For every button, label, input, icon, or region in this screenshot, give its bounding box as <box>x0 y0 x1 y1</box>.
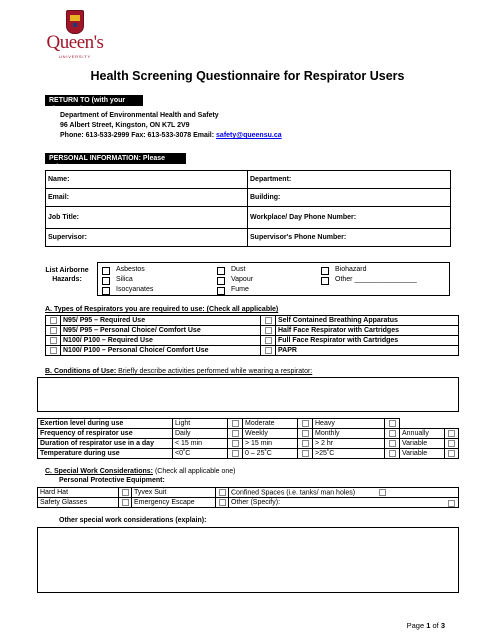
condition-checkbox[interactable] <box>298 429 313 439</box>
page-number <box>407 621 445 630</box>
checkbox-icon[interactable] <box>219 499 226 506</box>
respirator-option: N100/ P100 – Required Use <box>61 336 261 346</box>
condition-option: Variable <box>400 439 445 449</box>
condition-checkbox[interactable] <box>445 439 459 449</box>
hazard-biohazard[interactable] <box>335 266 367 273</box>
condition-option: Annually <box>400 429 445 439</box>
name-field[interactable]: Name: <box>46 171 248 189</box>
condition-checkbox[interactable] <box>385 429 400 439</box>
other-considerations-textarea[interactable] <box>37 527 459 593</box>
section-c-title: C. Special Work Considerations: <box>45 468 154 475</box>
department-field[interactable]: Department: <box>248 171 451 189</box>
checkbox-icon[interactable] <box>50 347 57 354</box>
section-b-title: B. Conditions of Use: <box>45 368 117 375</box>
checkbox-icon[interactable] <box>232 420 239 427</box>
checkbox-icon[interactable] <box>265 347 272 354</box>
condition-checkbox[interactable] <box>298 419 313 429</box>
ppe-option: Tyvex Suit <box>132 488 216 498</box>
section-c-heading <box>45 468 236 475</box>
condition-row <box>38 439 459 449</box>
ppe-checkbox[interactable] <box>119 488 132 498</box>
respirator-option: Half Face Respirator with Cartridges <box>276 326 459 336</box>
condition-option: >25˚C <box>313 449 385 459</box>
job-title-field[interactable]: Job Title: <box>46 207 248 229</box>
checkbox-icon[interactable] <box>217 277 225 285</box>
hazard-fume[interactable] <box>231 286 249 293</box>
logo-subtitle: UNIVERSITY <box>58 54 91 59</box>
condition-option: Heavy <box>313 419 385 429</box>
phone-fax-text: Phone: 613-533-2999 Fax: 613-533-3078 Email: <box>60 132 217 139</box>
other-considerations-label: Other special work considerations (explain): <box>59 517 207 524</box>
email-field[interactable]: Email: <box>46 189 248 207</box>
section-b-instructions: Briefly describe activities performed while wearing a respirator: <box>116 368 313 375</box>
respirator-checkbox[interactable] <box>46 316 61 326</box>
ppe-option <box>229 498 459 508</box>
checkbox-icon[interactable] <box>102 277 110 285</box>
checkbox-icon[interactable] <box>50 327 57 334</box>
checkbox-icon[interactable] <box>302 430 309 437</box>
checkbox-icon[interactable] <box>302 450 309 457</box>
respirator-checkbox[interactable] <box>261 346 276 356</box>
condition-label: Exertion level during use <box>38 419 173 429</box>
hazard-vapour[interactable] <box>231 276 253 283</box>
section-a-heading: A. Types of Respirators you are required to use: (Check all applicable) <box>45 306 279 313</box>
condition-checkbox[interactable] <box>445 429 459 439</box>
checkbox-icon[interactable] <box>217 267 225 275</box>
respirator-option: PAPR <box>276 346 459 356</box>
hazard-label: Isocyanates <box>116 286 154 293</box>
checkbox-icon[interactable] <box>448 430 455 437</box>
page-title: Health Screening Questionnaire for Respirator Users <box>90 69 405 83</box>
respirator-option: N95/ P95 – Personal Choice/ Comfort Use <box>61 326 261 336</box>
page-total: 3 <box>440 621 445 630</box>
ppe-option: Hard Hat <box>38 488 119 498</box>
workplace-phone-field[interactable]: Workplace/ Day Phone Number: <box>248 207 451 229</box>
checkbox-icon[interactable] <box>122 499 129 506</box>
checkbox-icon[interactable] <box>232 430 239 437</box>
ppe-heading: Personal Protective Equipment: <box>59 477 165 484</box>
checkbox-icon[interactable] <box>379 489 386 496</box>
condition-option <box>400 419 445 429</box>
respirator-option: N95/ P95 – Required Use <box>61 316 261 326</box>
condition-option: Daily <box>173 429 228 439</box>
ppe-option: Safety Glasses <box>38 498 119 508</box>
hazard-other[interactable] <box>335 276 417 283</box>
checkbox-icon[interactable] <box>321 267 329 275</box>
condition-row <box>38 449 459 459</box>
checkbox-icon[interactable] <box>448 450 455 457</box>
page-current: 1 <box>426 621 431 630</box>
condition-checkbox[interactable] <box>385 419 400 429</box>
respirator-checkbox[interactable] <box>261 316 276 326</box>
activities-textarea[interactable] <box>37 377 459 412</box>
ppe-checkbox[interactable] <box>119 498 132 508</box>
condition-label: Temperature during use <box>38 449 173 459</box>
condition-label: Duration of respirator use in a day <box>38 439 173 449</box>
hazards-box <box>97 262 450 296</box>
condition-checkbox[interactable] <box>228 439 243 449</box>
checkbox-icon[interactable] <box>389 450 396 457</box>
return-band: RETURN TO (with your signature) <box>45 95 143 106</box>
ppe-checkbox[interactable] <box>216 498 229 508</box>
checkbox-icon[interactable] <box>219 489 226 496</box>
checkbox-icon[interactable] <box>232 450 239 457</box>
respirator-checkbox[interactable] <box>46 326 61 336</box>
checkbox-icon[interactable] <box>302 440 309 447</box>
condition-row <box>38 419 459 429</box>
hazard-label: Dust <box>231 266 246 273</box>
respirator-types-table <box>45 315 459 356</box>
checkbox-icon[interactable] <box>265 327 272 334</box>
page-of: of <box>430 621 441 630</box>
condition-checkbox[interactable] <box>445 449 459 459</box>
hazard-label: Silica <box>116 276 133 283</box>
address-line1: Department of Environmental Health and Safety <box>60 112 219 119</box>
hazard-label: Vapour <box>231 276 254 283</box>
email-link[interactable]: safety@queensu.ca <box>216 132 282 139</box>
ppe-option-text: Confined Spaces (i.e. tanks/ man holes) <box>231 489 356 497</box>
checkbox-icon[interactable] <box>217 287 225 295</box>
condition-option: > 15 min <box>243 439 298 449</box>
respirator-checkbox[interactable] <box>46 346 61 356</box>
condition-option: Weekly <box>243 429 298 439</box>
respirator-checkbox[interactable] <box>261 336 276 346</box>
section-c-instructions: (Check all applicable one) <box>153 468 236 475</box>
condition-option: Light <box>173 419 228 429</box>
checkbox-icon[interactable] <box>232 440 239 447</box>
condition-option: Variable <box>400 449 445 459</box>
respirator-checkbox[interactable] <box>261 326 276 336</box>
hazard-silica[interactable] <box>116 276 133 283</box>
hazard-asbestos[interactable] <box>116 266 145 273</box>
respirator-checkbox[interactable] <box>46 336 61 346</box>
respirator-option: Self Contained Breathing Apparatus <box>276 316 459 326</box>
section-b-heading <box>45 368 312 375</box>
checkbox-icon[interactable] <box>102 267 110 275</box>
crest-icon <box>66 10 84 34</box>
checkbox-icon[interactable] <box>50 337 57 344</box>
address-line2: 96 Albert Street, Kingston, ON K7L 2V9 <box>60 122 190 129</box>
condition-checkbox[interactable] <box>385 449 400 459</box>
checkbox-icon[interactable] <box>448 500 455 507</box>
condition-checkbox[interactable] <box>228 449 243 459</box>
condition-option: < 15 min <box>173 439 228 449</box>
hazard-isocyanates[interactable] <box>116 286 153 293</box>
logo-wordmark: Queen's <box>46 32 104 53</box>
checkbox-icon[interactable] <box>122 489 129 496</box>
ppe-option <box>229 488 459 498</box>
condition-option: > 2 hr <box>313 439 385 449</box>
checkbox-icon[interactable] <box>302 420 309 427</box>
condition-row <box>38 429 459 439</box>
condition-checkbox[interactable] <box>228 429 243 439</box>
hazard-label: Asbestos <box>116 266 145 273</box>
checkbox-icon[interactable] <box>102 287 110 295</box>
checkbox-icon[interactable] <box>389 430 396 437</box>
respirator-option: Full Face Respirator with Cartridges <box>276 336 459 346</box>
hazards-label: List Airborne Hazards: <box>45 267 89 283</box>
checkbox-icon[interactable] <box>448 440 455 447</box>
supervisor-field[interactable]: Supervisor: <box>46 229 248 247</box>
condition-option: Monthly <box>313 429 385 439</box>
condition-checkbox[interactable] <box>298 449 313 459</box>
ppe-option-text: Other (Specify): <box>231 499 281 506</box>
checkbox-icon[interactable] <box>389 420 396 427</box>
contact-line <box>60 131 282 141</box>
hazard-label: Other ________________ <box>335 276 417 283</box>
condition-option: Moderate <box>243 419 298 429</box>
ppe-table <box>37 487 459 508</box>
address-block <box>60 111 282 141</box>
condition-checkbox[interactable] <box>385 439 400 449</box>
checkbox-icon[interactable] <box>321 277 329 285</box>
condition-option: 0 – 25˚C <box>243 449 298 459</box>
hazard-label: Biohazard <box>335 266 367 273</box>
checkbox-icon[interactable] <box>265 337 272 344</box>
page-prefix: Page <box>406 621 427 630</box>
condition-empty <box>445 419 459 429</box>
hazard-dust[interactable] <box>231 266 245 273</box>
building-field[interactable]: Building: <box>248 189 451 207</box>
checkbox-icon[interactable] <box>50 317 57 324</box>
supervisor-phone-field[interactable]: Supervisor's Phone Number: <box>248 229 451 247</box>
condition-option: <0˚C <box>173 449 228 459</box>
queens-logo <box>44 10 106 62</box>
condition-checkbox[interactable] <box>228 419 243 429</box>
hazard-label: Fume <box>231 286 249 293</box>
checkbox-icon[interactable] <box>265 317 272 324</box>
ppe-option: Emergency Escape <box>132 498 216 508</box>
ppe-checkbox[interactable] <box>216 488 229 498</box>
respirator-option: N100/ P100 – Personal Choice/ Comfort Use <box>61 346 261 356</box>
condition-label: Frequency of respirator use <box>38 429 173 439</box>
conditions-table <box>37 418 459 459</box>
personal-band: PERSONAL INFORMATION: Please Print <box>45 153 186 164</box>
personal-info-table <box>45 170 451 247</box>
checkbox-icon[interactable] <box>389 440 396 447</box>
condition-checkbox[interactable] <box>298 439 313 449</box>
